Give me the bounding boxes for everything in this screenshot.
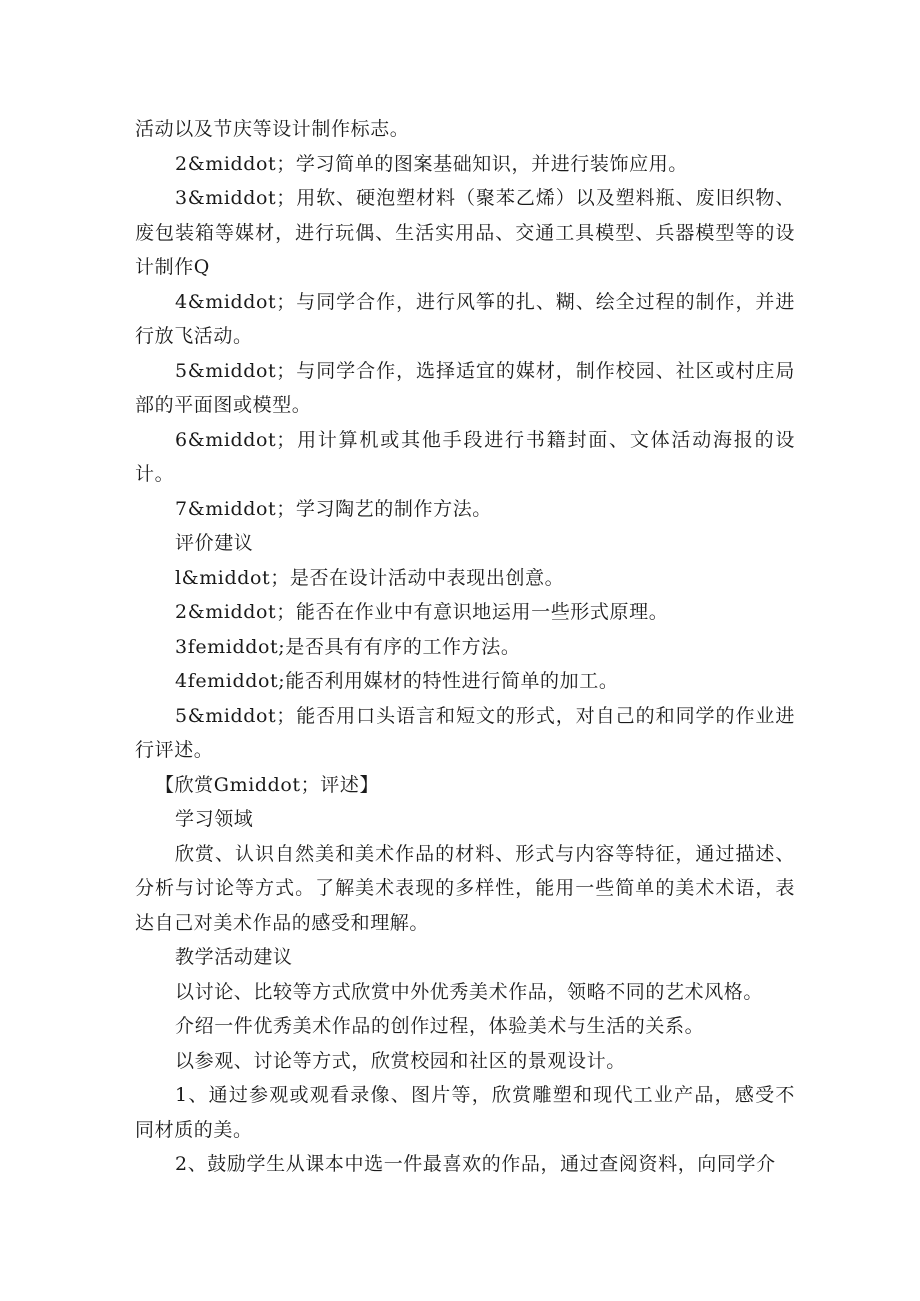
paragraph: 6&middot；用计算机或其他手段进行书籍封面、文体活动海报的设计。 <box>135 428 795 485</box>
section-heading-teaching-suggestions: 教学活动建议 <box>175 946 293 968</box>
paragraph: 3femiddot;是否具有有序的工作方法。 <box>175 635 521 658</box>
paragraph: 以讨论、比较等方式欣赏中外优秀美术作品，领略不同的艺术风格。 <box>175 980 764 1003</box>
paragraph: 以参观、讨论等方式，欣赏校园和社区的景观设计。 <box>175 1049 626 1072</box>
paragraph: 欣赏、认识自然美和美术作品的材料、形式与内容等特征，通过描述、分析与讨论等方式。了解美术表现的多样性，能用一些简单的美术术语，表达自己对美术作品的感受和理解。 <box>135 842 795 934</box>
paragraph: 2&middot；学习简单的图案基础知识，并进行装饰应用。 <box>175 152 688 175</box>
paragraph: 7&middot；学习陶艺的制作方法。 <box>175 497 492 520</box>
section-heading-appreciation: 【欣赏Gmiddot；评述】 <box>155 773 380 796</box>
document-body <box>135 112 795 1182</box>
paragraph: 2&middot；能否在作业中有意识地运用一些形式原理。 <box>175 601 669 623</box>
paragraph: 4&middot；与同学合作，进行风筝的扎、糊、绘全过程的制作，并进行放飞活动。 <box>135 290 795 347</box>
paragraph: 4femiddot;能否利用媒材的特性进行简单的加工。 <box>175 670 619 692</box>
section-heading-evaluation: 评价建议 <box>175 532 254 554</box>
section-heading-learning-domain: 学习领域 <box>175 808 254 830</box>
paragraph: l&middot；是否在设计活动中表现出创意。 <box>175 566 565 589</box>
paragraph: 3&middot；用软、硬泡塑材料（聚苯乙烯）以及塑料瓶、废旧织物、废包装箱等媒材，进行玩偶、生活实用品、交通工具模型、兵器模型等的设计制作Q <box>135 187 795 278</box>
paragraph: 5&middot；能否用口头语言和短文的形式，对自己的和同学的作业进行评述。 <box>135 704 795 761</box>
paragraph: 活动以及节庆等设计制作标志。 <box>135 118 410 140</box>
paragraph: 2、鼓励学生从课本中选一件最喜欢的作品，通过查阅资料，向同学介 <box>175 1153 776 1175</box>
paragraph: 1、通过参观或观看录像、图片等，欣赏雕塑和现代工业产品，感受不同材质的美。 <box>135 1084 795 1141</box>
paragraph: 介绍一件优秀美术作品的创作过程，体验美术与生活的关系。 <box>175 1015 705 1037</box>
paragraph: 5&middot；与同学合作，选择适宜的媒材，制作校园、社区或村庄局部的平面图或模型。 <box>135 359 795 416</box>
